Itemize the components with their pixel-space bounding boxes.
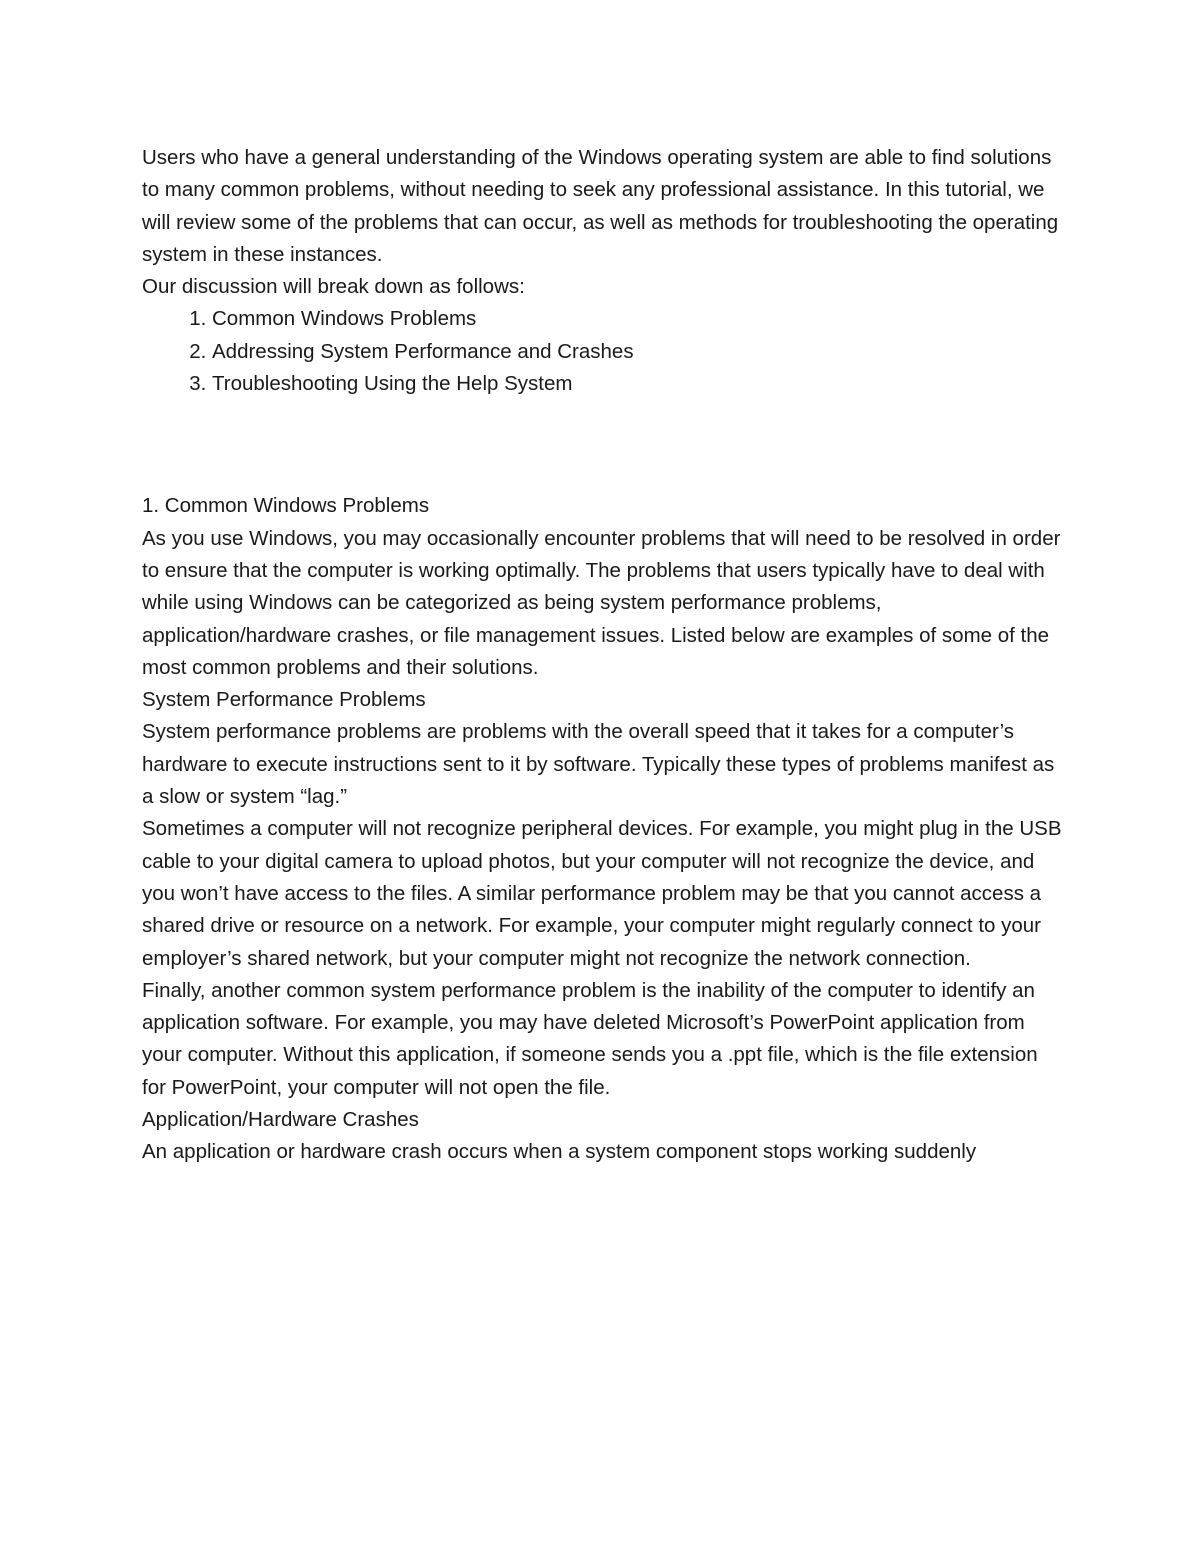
discussion-intro: Our discussion will break down as follows:: [142, 275, 525, 299]
section-heading-common-problems: 1. Common Windows Problems: [142, 494, 430, 518]
section-heading-crashes: Application/Hardware Crashes: [142, 1108, 419, 1132]
intro-paragraph: Users who have a general understanding of the Windows operating system are able to find solutions to many common problems, without needing to seek any professional assistance. In this tutorial, we will review some of the problems that can occur, as well as methods for troubleshooting the operating system in these instances.: [142, 146, 1059, 266]
section-heading-system-performance: System Performance Problems: [142, 688, 426, 712]
outline-item: 1. Common Windows Problems: [212, 303, 1062, 335]
section-body-system-performance: System performance problems are problems with the overall speed that it takes for a computer’s hardware to execute instructions sent to it by software. Typically these types of problems manifest as a slow or system “lag.”: [142, 720, 1055, 809]
outline-item: 2. Addressing System Performance and Crashes: [212, 336, 1062, 368]
outline-list: [142, 303, 1062, 400]
section-body-crashes: An application or hardware crash occurs when a system component stops working suddenly: [142, 1140, 977, 1164]
document-page: [142, 142, 1062, 1169]
section-body-common-problems: As you use Windows, you may occasionally encounter problems that will need to be resolved in order to ensure that the computer is working optimally. The problems that users typically have to deal with while using Windows can be categorized as being system performance problems, application/hardware crashes, or file management issues. Listed below are examples of some of the most common problems and their solutions.: [142, 526, 1061, 679]
outline-item: 3. Troubleshooting Using the Help System: [212, 368, 1062, 400]
paragraph-peripheral-devices: Sometimes a computer will not recognize peripheral devices. For example, you might plug in the USB cable to your digital camera to upload photos, but your computer will not recognize the device, and you won’t have access to the files. A similar performance problem may be that you cannot access a shared drive or resource on a network. For example, your computer might regularly connect to your employer’s shared network, but your computer might not recognize the network connection.: [142, 817, 1062, 970]
paragraph-application-software: Finally, another common system performance problem is the inability of the computer to identify an application software. For example, you may have deleted Microsoft’s PowerPoint application from your computer. Without this application, if someone sends you a .ppt file, which is the file extension for PowerPoint, your computer will not open the file.: [142, 978, 1038, 1099]
